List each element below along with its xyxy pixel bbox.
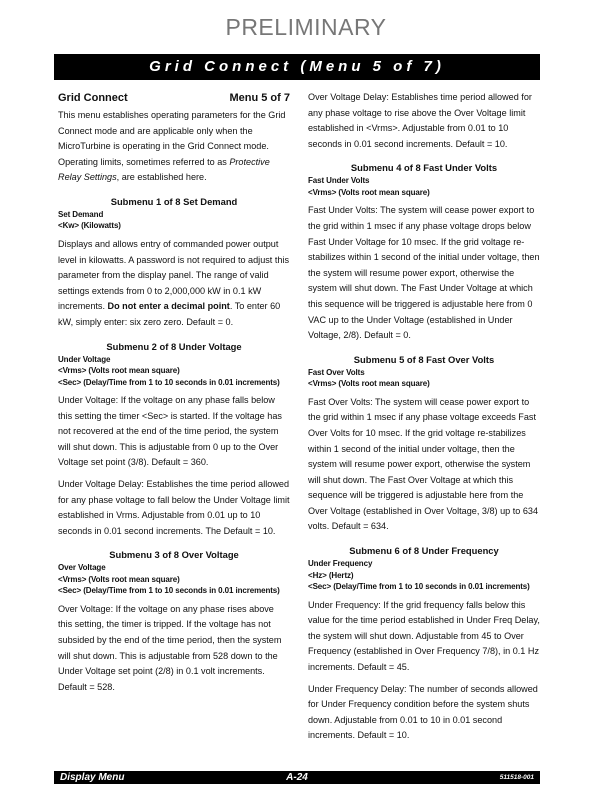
page-number: A-24 (286, 772, 308, 783)
right-column (308, 90, 540, 750)
param-line: Fast Over Volts (308, 367, 365, 377)
param-line: <Vrms> (Volts root mean square) (58, 574, 180, 584)
param-line: <Sec> (Delay/Time from 1 to 10 seconds in 0.01 increments) (58, 377, 280, 387)
section-heading (58, 90, 290, 106)
submenu-1-params (58, 209, 290, 232)
param-line: Under Voltage (58, 354, 111, 364)
submenu-3-title: Submenu 3 of 8 Over Voltage (109, 549, 239, 561)
submenu-1-title: Submenu 1 of 8 Set Demand (110, 195, 238, 207)
submenu-6-params (308, 558, 540, 593)
submenu-4-paragraph: Fast Under Volts: The system will cease power export to the grid within 1 msec if any phase voltage drops below Fast Under Voltage for 10 msec. If the grid voltage re-stabilizes within 1 second of the initial under voltage, then the system will resume power export, otherwise the system will shut down. The Fast Under Voltage at which this sequence will be triggered is adjustable here from 0 VAC up to the Under Voltage (established in Under Voltage, 2/8). Default = 0. (308, 205, 540, 341)
preliminary-watermark: PRELIMINARY (225, 14, 387, 40)
submenu-2-paragraph: Under Voltage Delay: Establishes the time period allowed for any phase voltage to fall below the Under Voltage limit established in Vrms. Adjustable from 0.01 up to 10 seconds in 0.01 second increments. The Default = 10. (58, 479, 290, 536)
menu-number: Menu 5 of 7 (229, 92, 290, 104)
param-line: <Kw> (Kilowatts) (58, 221, 121, 231)
page-footer (54, 771, 540, 784)
submenu-1-paragraph: Displays and allows entry of commanded power output level in kilowatts. A password is not required to adjust this parameter from the display panel. The range of valid settings extends from 0 to 2,000,000 kW in 0.1 kW increments. Do not enter a decimal point. To enter 60 kW, simply enter: six zero zero. Default = 0. (58, 238, 289, 327)
submenu-4-title: Submenu 4 of 8 Fast Under Volts (350, 162, 498, 174)
document-number: 511518-001 (499, 774, 534, 781)
submenu-5-params (308, 367, 540, 390)
submenu-3-params (58, 562, 290, 597)
submenu-3-paragraph: Over Voltage: If the voltage on any phase rises above this setting, the timer is tripped. If the voltage has not subsided by the end of the time period, then the system will shut down. This is adjustable from 528 down to the Under Voltage set point (2/8) in 0.1 volt increments. Default = 528. (58, 603, 282, 692)
warning-text: Do not enter a decimal point (107, 301, 230, 312)
submenu-2-title: Submenu 2 of 8 Under Voltage (106, 340, 242, 352)
param-line: Over Voltage (58, 563, 106, 573)
left-column (58, 90, 290, 701)
param-line: <Vrms> (Volts root mean square) (58, 366, 180, 376)
section-title: Grid Connect (58, 92, 128, 104)
param-line: Set Demand (58, 209, 104, 219)
intro-paragraph: This menu establishes operating parameters for the Grid Connect mode and are applicable only when the MicroTurbine is operating in the Grid Connect mode. Operating limits, sometimes referred to as Protective Relay Settings, are established here. (58, 110, 286, 183)
submenu-6-paragraph: Under Frequency: If the grid frequency falls below this value for the time period established in Under Freq Delay, the system will shut down. Adjustable from 45 to Over Frequency (established in Over Frequency 7/8), in 0.1 Hz increments. Default = 45. (308, 599, 540, 672)
page-title: Grid Connect (Menu 5 of 7) (54, 54, 540, 80)
param-line: <Sec> (Delay/Time from 1 to 10 seconds in 0.01 increments) (308, 582, 530, 592)
param-line: <Vrms> (Volts root mean square) (308, 379, 430, 389)
param-line: <Vrms> (Volts root mean square) (308, 187, 430, 197)
submenu-5-paragraph: Fast Over Volts: The system will cease power export to the grid within 1 msec if any phase voltage exceeds Fast Over Volts for 10 msec. If the grid voltage re-stabilizes within 1 second of the initial under voltage, then the system will resume power export, otherwise the system will shut down. The Fast Over Voltage at which this sequence will be triggered is adjustable here from the Over Voltage (established in Over Voltage, 3/8) up to 634 volts. Default = 634. (308, 396, 539, 532)
emphasis-text: Protective Relay Settings (58, 156, 270, 183)
submenu-2-params (58, 354, 290, 389)
submenu-6-paragraph: Under Frequency Delay: The number of seconds allowed for Under Frequency condition before the system shuts down. Adjustable from 0.01 to 10 in 0.01 second increments. Default = 10. (308, 683, 538, 741)
footer-section-label: Display Menu (60, 772, 125, 783)
param-line: Under Frequency (308, 559, 373, 569)
param-line: <Hz> (Hertz) (308, 570, 354, 580)
submenu-5-title: Submenu 5 of 8 Fast Over Volts (353, 353, 495, 365)
submenu-2-paragraph: Under Voltage: If the voltage on any phase falls below this setting the timer <Sec> is started. If the voltage has not recovered at the end of the time period, the system will shut down. This is adjustable from 0 up to the Over Voltage set point (3/8). Default = 360. (58, 395, 282, 468)
submenu-6-title: Submenu 6 of 8 Under Frequency (349, 545, 499, 557)
submenu-4-params (308, 175, 540, 198)
submenu-3-paragraph: Over Voltage Delay: Establishes time period allowed for any phase voltage to rise above the Over Voltage limit established in <Vrms>. Adjustable from 0.01 to 10 seconds in 0.01 second increments. Default = 10. (308, 92, 532, 149)
param-line: <Sec> (Delay/Time from 1 to 10 seconds in 0.01 increments) (58, 586, 280, 596)
param-line: Fast Under Volts (308, 176, 370, 186)
